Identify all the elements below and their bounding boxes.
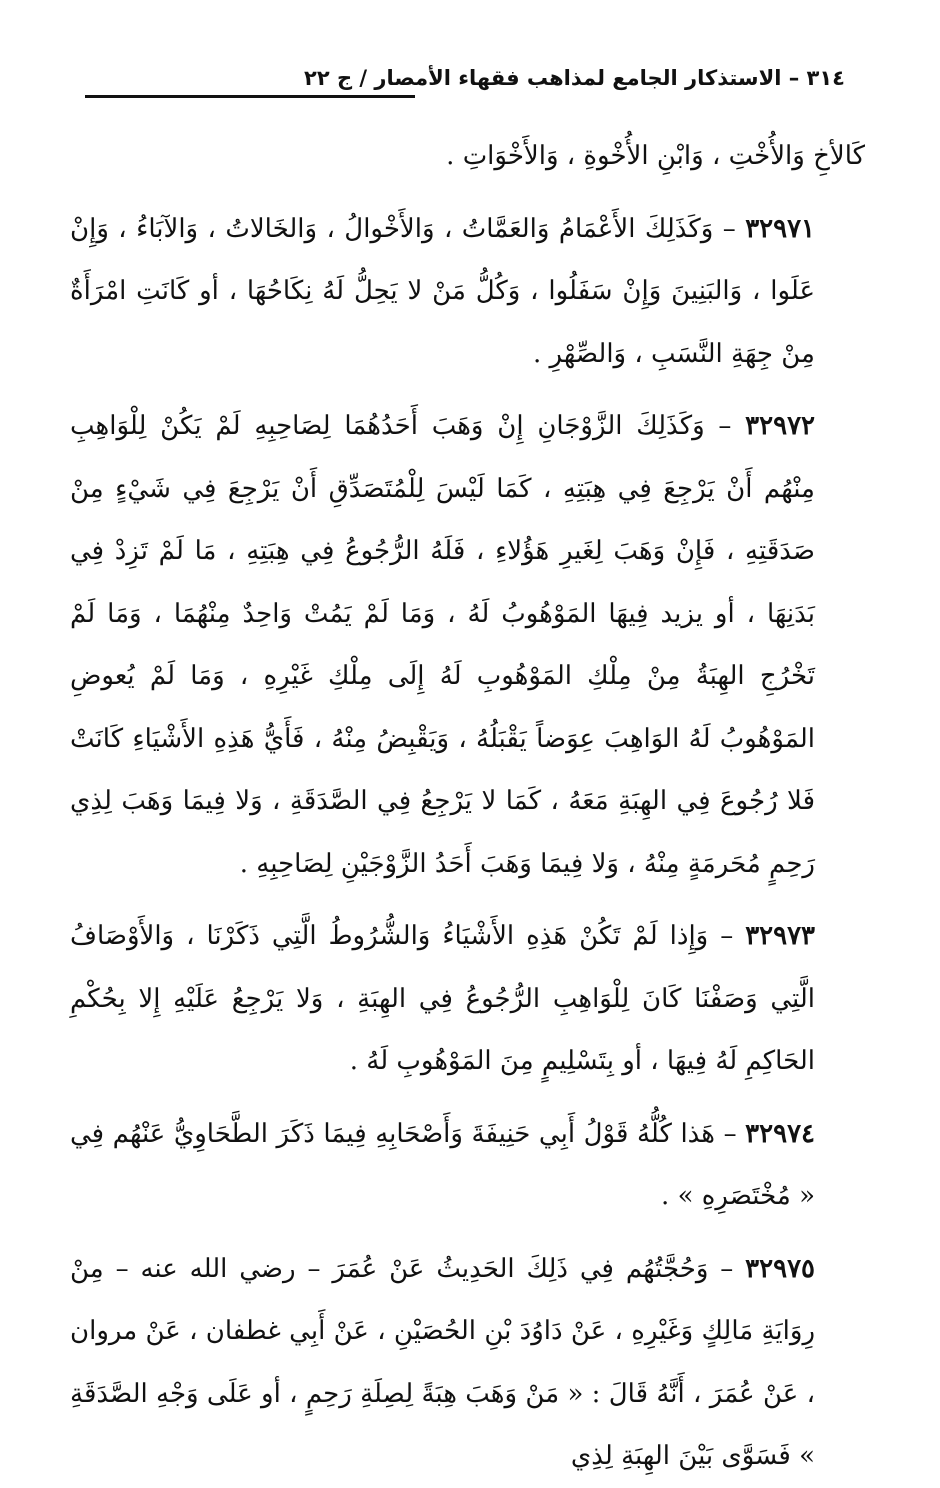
paragraph-32972 bbox=[70, 395, 865, 895]
paragraph-text: – وَكَذَلِكَ الزَّوْجَانِ إِنْ وَهَبَ أَحَدُهُمَا لِصَاحِبِهِ لَمْ يَكُنْ لِلْوَاهِبِ مِنْهُم أَنْ يَرْجِعَ فِي هِبَتِهِ ، كَمَا لَيْسَ لِلْمُتَصَدِّقِ أَنْ يَرْجِعَ فِي شَيْءٍ مِنْ صَدَقَتِهِ ، فَإِنْ وَهَبَ لِغَيرِ هَؤُلاءِ ، فَلَهُ الرُّجُوعُ فِي هِبَتِهِ ، مَا لَمْ تَزِدْ فِي بَدَنِهَا ، أو يزيد فِيهَا المَوْهُوبُ لَهُ ، وَمَا لَمْ يَمُتْ وَاحِدٌ مِنْهُمَا ، وَمَا لَمْ تَخْرُجِ الهِبَةُ مِنْ مِلْكِ المَوْهُوبِ لَهُ إِلَى مِلْكِ غَيْرِهِ ، وَمَا لَمْ يُعوضِ المَوْهُوبُ لَهُ الوَاهِبَ عِوَضاً يَقْبَلُهُ ، وَيَقْبِضُ مِنْهُ ، فَأَيُّ هَذِهِ الأَشْيَاءِ كَانَتْ فَلا رُجُوعَ فِي الهِبَةِ مَعَهُ ، كَمَا لا يَرْجِعُ فِي الصَّدَقَةِ ، وَلا فِيمَا وَهَبَ لِذِي رَحِمٍ مُحَرمَةٍ مِنْهُ ، وَلا فِيمَا وَهَبَ أَحَدُ الزَّوْجَيْنِ لِصَاحِبِهِ . bbox=[70, 411, 815, 879]
paragraph-32975 bbox=[70, 1238, 865, 1488]
paragraph-number: ٣٢٩٧٢ bbox=[745, 411, 815, 441]
running-header-title: ٣١٤ – الاستذكار الجامع لمذاهب فقهاء الأمصار / ج ٢٢ bbox=[304, 66, 845, 90]
paragraph-text: – وَكَذَلِكَ الأَعْمَامُ وَالعَمَّاتُ ، وَالأَخْوالُ ، وَالخَالاتُ ، وَالآبَاءُ ، وَإِنْ عَلَوا ، وَالبَنِينَ وَإِنْ سَفَلُوا ، وَكُلُّ مَنْ لا يَحِلُّ لَهُ نِكَاحُهَا ، أو كَانَتِ امْرَأَةٌ مِنْ جِهَةِ النَّسَبِ ، وَالصِّهْرِ . bbox=[70, 213, 815, 369]
header-rule bbox=[85, 95, 415, 98]
paragraph-32971 bbox=[70, 198, 865, 386]
paragraph-number: ٣٢٩٧١ bbox=[745, 213, 816, 244]
paragraph-text: كَالأخِ وَالأُخْتِ ، وَابْنِ الأُخْوةِ ، وَالأَخْوَاتِ . bbox=[446, 141, 865, 171]
paragraph-text: – هَذا كُلُّهُ قَوْلُ أَبِي حَنِيفَةَ وَأَصْحَابِهِ فِيمَا ذَكَرَ الطَّحَاوِيُّ عَنْهُم فِي « مُخْتَصَرِهِ » . bbox=[70, 1118, 815, 1211]
running-header bbox=[70, 58, 845, 98]
paragraph-number: ٣٢٩٧٥ bbox=[745, 1253, 815, 1284]
paragraph-number: ٣٢٩٧٣ bbox=[745, 921, 816, 951]
paragraph-32973 bbox=[70, 905, 865, 1093]
paragraph-continuation bbox=[70, 125, 865, 188]
paragraph-text: – وَإِذا لَمْ تَكُنْ هَذِهِ الأَشْيَاءُ وَالشُّرُوطُ الَّتِي ذَكَرْنَا ، وَالأَوْصَافُ الَّتِي وَصَفْنَا كَانَ لِلْوَاهِبِ الرُّجُوعُ فِي الهِبَةِ ، وَلا يَرْجِعُ عَلَيْهِ إِلا بِحُكْمِ الحَاكِمِ لَهُ فِيهَا ، أو بِتَسْلِيمٍ مِنَ المَوْهُوبِ لَهُ . bbox=[70, 921, 815, 1076]
paragraph-32974 bbox=[70, 1103, 865, 1228]
paragraph-text: – وَحُجَّتُهُم فِي ذَلِكَ الحَدِيثُ عَنْ عُمَرَ – رضي الله عنه – مِنْ رِوَايَةِ مَالِكٍ وَغَيْرِهِ ، عَنْ دَاوُدَ بْنِ الحُصَيْنِ ، عَنْ أَبِي غطفان ، عَنْ مروان ، عَنْ عُمَرَ ، أَنَّهُ قَالَ : « مَنْ وَهَبَ هِبَةً لِصِلَةِ رَحِمٍ ، أو عَلَى وَجْهِ الصَّدَقَةِ » فَسَوَّى بَيْنَ الهِبَةِ لِذِي bbox=[70, 1253, 815, 1471]
main-text bbox=[70, 125, 865, 1488]
paragraph-number: ٣٢٩٧٤ bbox=[745, 1118, 815, 1149]
